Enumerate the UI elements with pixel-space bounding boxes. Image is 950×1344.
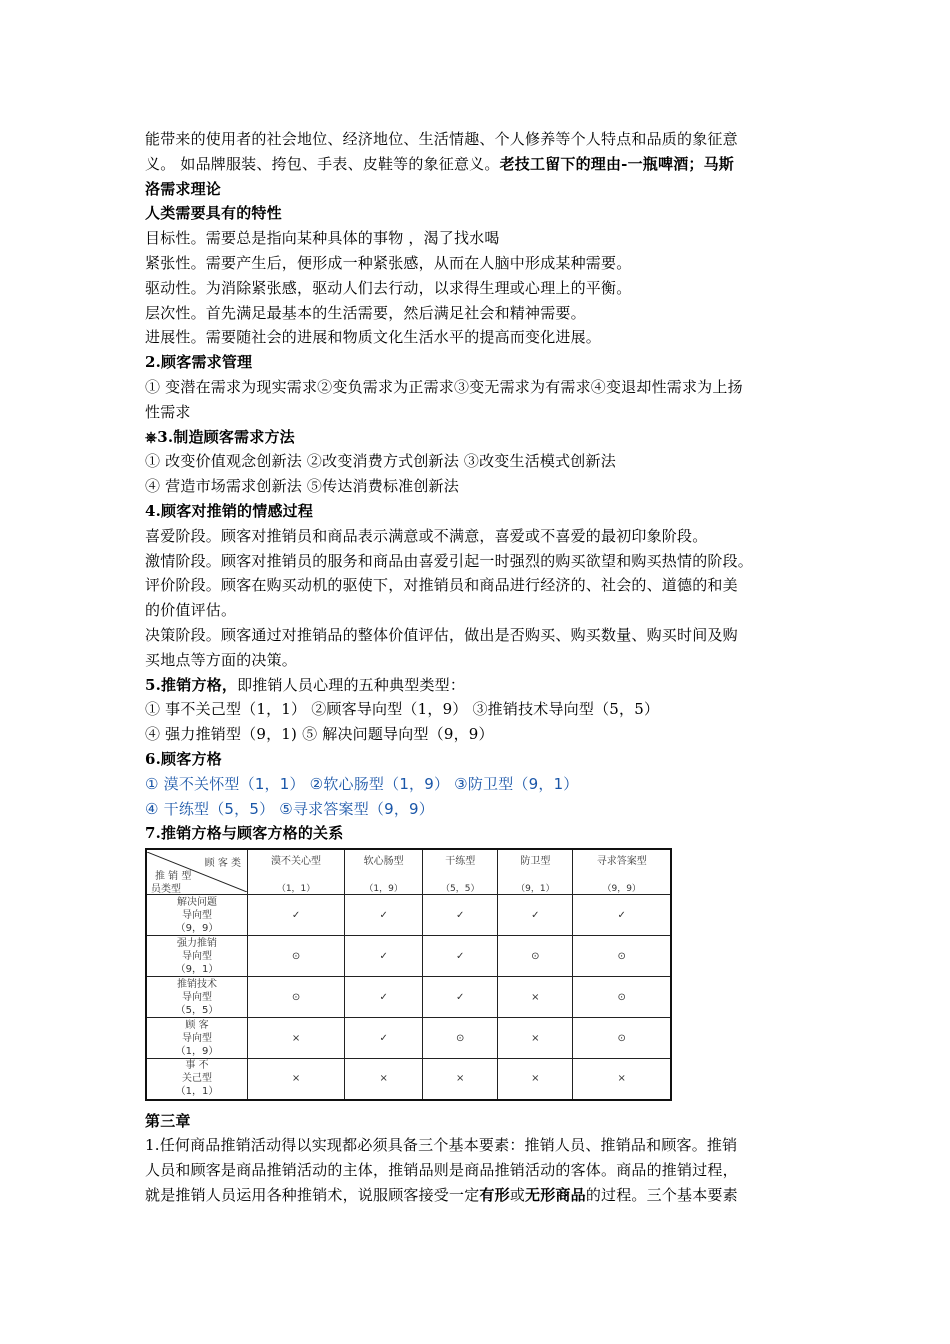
paragraph-line: 人员和顾客是商品推销活动的主体，推销品则是商品推销活动的客体。商品的推销过程， <box>145 1161 738 1180</box>
column-header <box>498 849 573 895</box>
section-heading: 人类需要具有的特性 <box>145 204 282 223</box>
table-row <box>146 895 671 936</box>
table-row <box>146 936 671 977</box>
column-value: （5，5） <box>441 884 480 895</box>
paragraph-line: 激情阶段。顾客对推销员的服务和商品由喜爱引起一时强烈的购买欲望和购买热情的阶段。 <box>145 551 754 570</box>
paragraph-line: ① 变潜在需求为现实需求②变负需求为正需求③变无需求为有需求④变退却性需求为上扬 <box>145 377 743 396</box>
text-span: 即推销人员心理的五种典型类型： <box>237 675 466 694</box>
table-cell: ⊙ <box>248 977 345 1018</box>
paragraph-line: 洛需求理论 <box>145 179 222 198</box>
table-cell: ✓ <box>345 936 423 977</box>
text-span: 的过程。三个基本要素 <box>585 1186 738 1204</box>
column-name: 干练型 <box>445 856 476 868</box>
paragraph-line: 1.任何商品推销活动得以实现都必须具备三个基本要素：推销人员、推销品和顾客。推销 <box>145 1136 738 1155</box>
paragraph-line: 的价值评估。 <box>145 601 237 620</box>
table-corner-cell <box>146 849 248 895</box>
column-header <box>423 849 498 895</box>
paragraph-line: 性需求 <box>145 402 191 421</box>
paragraph-line: ① 漠不关怀型（1，1） ②软心肠型（1，9） ③防卫型（9，1） <box>145 774 579 793</box>
paragraph-line: 决策阶段。顾客通过对推销品的整体价值评估，做出是否购买、购买数量、购买时间及购 <box>145 625 738 644</box>
table-cell: ✓ <box>345 895 423 936</box>
section-heading: ⎈3.制造顾客需求方法 <box>145 427 295 446</box>
table-cell: × <box>345 1059 423 1100</box>
row-header: 推销技术 导向型 （5，5） <box>146 977 248 1018</box>
table-cell: ⊙ <box>573 977 671 1018</box>
table-cell: × <box>498 1018 573 1059</box>
column-value: （1，9） <box>364 884 403 895</box>
section-heading <box>145 673 810 698</box>
table-cell: ⊙ <box>573 1018 671 1059</box>
table-row <box>146 977 671 1018</box>
row-header: 强力推销 导向型 （9，1） <box>146 936 248 977</box>
row-header: 事 不 关己型 （1，1） <box>146 1059 248 1100</box>
text-span: 就是推销人员运用各种推销术，说服顾客接受一定 <box>145 1186 480 1204</box>
table-cell: × <box>573 1059 671 1100</box>
paragraph-line: 层次性。首先满足最基本的生活需要，然后满足社会和精神需要。 <box>145 303 586 322</box>
document-page <box>145 127 810 1208</box>
section-heading: 7.推销方格与顾客方格的关系 <box>145 824 344 843</box>
chapter-heading: 第三章 <box>145 1111 191 1130</box>
paragraph-line: 目标性。需要总是指向某种具体的事物 ，渴了找水喝 <box>145 229 500 248</box>
bold-text: 有形 <box>479 1186 510 1204</box>
column-value: （9，1） <box>516 884 555 895</box>
bold-text: 老技工留下的理由-一瓶啤酒；马斯 <box>499 154 735 173</box>
column-name: 寻求答案型 <box>596 856 647 868</box>
table-cell: ✓ <box>345 1018 423 1059</box>
corner-label-salesman: 推 销 型 <box>155 871 192 883</box>
paragraph-line: ④ 营造市场需求创新法 ⑤传达消费标准创新法 <box>145 477 459 496</box>
table-cell: × <box>423 1059 498 1100</box>
paragraph-line: 紧张性。需要产生后，便形成一种紧张感，从而在人脑中形成某种需要。 <box>145 253 632 272</box>
paragraph-line: ④ 强力推销型（9，1) ⑤ 解决问题导向型（9，9） <box>145 725 494 744</box>
section-heading: 6.顾客方格 <box>145 749 222 768</box>
table-cell: × <box>248 1059 345 1100</box>
table-cell: ✓ <box>498 895 573 936</box>
section-heading: 2.顾客需求管理 <box>145 353 253 372</box>
paragraph-line: ① 事不关己型（1，1） ②顾客导向型（1，9） ③推销技术导向型（5，5） <box>145 700 660 719</box>
paragraph-line: 评价阶段。顾客在购买动机的驱使下，对推销员和商品进行经济的、社会的、道德的和美 <box>145 576 738 595</box>
table-cell: ⊙ <box>498 936 573 977</box>
table-cell: ⊙ <box>248 936 345 977</box>
paragraph-line: ① 改变价值观念创新法 ②改变消费方式创新法 ③改变生活模式创新法 <box>145 452 616 471</box>
table-cell: × <box>498 1059 573 1100</box>
paragraph-line: 能带来的使用者的社会地位、经济地位、生活情趣、个人修养等个人特点和品质的象征意 <box>145 130 738 148</box>
paragraph-line: ④ 干练型（5，5） ⑤寻求答案型（9，9） <box>145 799 435 818</box>
paragraph-line: 买地点等方面的决策。 <box>145 650 298 669</box>
column-value: （1，1） <box>276 884 316 895</box>
bold-text: 无形商品 <box>525 1186 586 1204</box>
table-cell: ⊙ <box>573 936 671 977</box>
text-span: 义。 如品牌服装、挎包、手表、皮鞋等的象征意义。 <box>145 154 500 173</box>
column-name: 防卫型 <box>520 856 551 868</box>
table-cell: ✓ <box>345 977 423 1018</box>
table-cell: × <box>248 1018 345 1059</box>
paragraph-line: 进展性。需要随社会的进展和物质文化生活水平的提高而变化进展。 <box>145 328 602 347</box>
column-name: 漠不关心型 <box>271 856 322 868</box>
table-row <box>146 1018 671 1059</box>
table-cell: ✓ <box>573 895 671 936</box>
column-value: （9，9） <box>602 884 641 895</box>
row-header: 顾 客 导向型 （1，9） <box>146 1018 248 1059</box>
corner-label-customer: 顾 客 类 <box>204 858 241 870</box>
table-cell: ✓ <box>423 977 498 1018</box>
column-header <box>248 849 345 895</box>
corner-label-type: 员类型 <box>151 884 181 896</box>
column-header <box>345 849 423 895</box>
paragraph-line: 喜爱阶段。顾客对推销员和商品表示满意或不满意，喜爱或不喜爱的最初印象阶段。 <box>145 526 708 545</box>
paragraph-line <box>145 1183 810 1208</box>
table-cell: ✓ <box>423 895 498 936</box>
table-row <box>146 1059 671 1100</box>
paragraph-line: 驱动性。为消除紧张感，驱动人们去行动，以求得生理或心理上的平衡。 <box>145 278 632 297</box>
table-cell: × <box>498 977 573 1018</box>
column-name: 软心肠型 <box>363 856 404 868</box>
table-cell: ✓ <box>423 936 498 977</box>
table-cell: ✓ <box>248 895 345 936</box>
table-cell: ⊙ <box>423 1018 498 1059</box>
text-span: 或 <box>509 1186 526 1204</box>
column-header <box>573 849 671 895</box>
paragraph-line <box>145 152 810 177</box>
bold-text: 5.推销方格， <box>145 675 238 694</box>
row-header: 解决问题 导向型 （9，9） <box>146 895 248 936</box>
section-heading: 4.顾客对推销的情感过程 <box>145 501 314 520</box>
grid-relationship-table <box>145 848 672 1101</box>
table-header-row <box>146 849 671 895</box>
